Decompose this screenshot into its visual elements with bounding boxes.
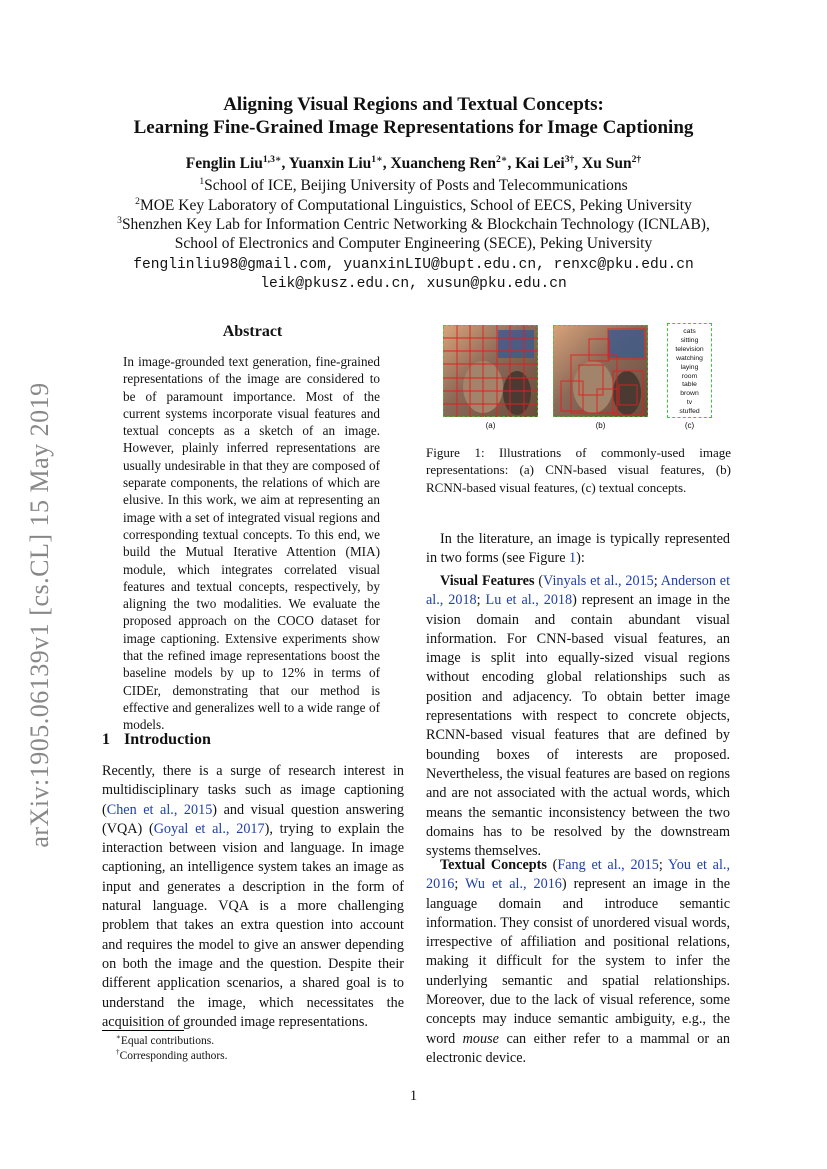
concept-word: laying: [680, 363, 699, 371]
concept-word: tv: [686, 399, 693, 407]
concept-word: watching: [676, 354, 703, 362]
figure-cnn-grid-image: [443, 325, 538, 417]
figure-label-c: (c): [684, 421, 695, 430]
author-name: Kai Lei: [515, 155, 565, 172]
affil-text: Shenzhen Key Lab for Information Centric Networking & Blockchain Technology (ICNLAB),: [121, 216, 710, 233]
footnote-mark: †: [116, 1048, 120, 1057]
section-number: 1: [102, 731, 110, 748]
concept-word: stuffed: [679, 408, 700, 416]
footnote-corresponding: [116, 1048, 228, 1064]
intro-paragraph: [102, 762, 404, 1032]
concept-word: television: [675, 345, 704, 353]
author-mark: ∗: [500, 153, 508, 165]
text-run: ;: [653, 573, 661, 589]
section-title: Introduction: [124, 731, 211, 748]
page-number: 1: [409, 1088, 418, 1104]
paragraph-run-in-heading: Visual Features: [440, 573, 535, 589]
affil-sup: 1: [199, 175, 205, 187]
text-run: ;: [658, 857, 668, 873]
footnote-text: Corresponding authors.: [119, 1050, 228, 1062]
author-mark: †: [569, 153, 575, 165]
author-mark: †: [636, 153, 642, 165]
author-affil-sup: 2: [496, 153, 501, 165]
affil-text: MOE Key Laboratory of Computational Linguistics, School of EECS, Peking University: [139, 197, 692, 214]
author-list: Fenglin Liu$^{1,3∗}$, Yuanxin Liu$^{1∗}$, Xuancheng Ren$^{2∗}$, Kai Lei$^{3\dagger}$, Xu Sun$^{2\dagger}$: [185, 153, 642, 172]
text-run: ) represent an image in the language domain and introduce semantic information. They consist of unordered visual words, irrespective of affiliation and positional relations, making it difficult for the system to infer the underlying semantic and spatial relationships. Moreover, due to the lack of visual reference, some concepts may induce semantic ambiguity, e.g., the word: [426, 876, 731, 1047]
arxiv-side-stamp: [16, 355, 64, 875]
citation-link[interactable]: Vinyals et al., 2015: [543, 573, 654, 589]
concept-word: brown: [680, 390, 699, 398]
author-name: Yuanxin Liu: [288, 155, 372, 172]
textual-concepts-box: [667, 323, 712, 418]
right-paragraph-visual-features: [426, 572, 730, 861]
abstract-body: In image-grounded text generation, fine-grained representations of the image are considered to be of paramount importance. Most of the current systems incorporate visual features and textual concepts as a sketch of an image. However, plainly inferred representations are usually undesirable in that they are composed of separate components, the relations of which are elusive. In this work, we aim at representing an image with a set of integrated visual regions and corresponding textual concepts. To this end, we build the Mutual Iterative Attention (MIA) module, which integrates correlated visual features and textual concepts, respectively, by aligning the two modalities. We evaluate the proposed approach on the COCO dataset for image captioning. Extensive experiments show that the refined image representations boost the baseline models by up to 12% in terms of CIDEr, demonstrating that our method is effective and generalizes well to a wide range of models.: [123, 354, 380, 733]
citation-link[interactable]: Chen et al., 2015: [106, 801, 213, 818]
affiliation-3: [60, 215, 767, 235]
citation-link[interactable]: Lu et al., 2018: [485, 592, 573, 609]
citation-link[interactable]: Anderson et al., 2018: [426, 573, 731, 609]
paragraph-run-in-heading: Textual Concepts: [440, 857, 547, 873]
emphasized-word: mouse: [462, 1030, 499, 1047]
abstract-heading: Abstract: [222, 323, 283, 340]
paper-title: [60, 93, 767, 139]
text-run: can either refer to a mammal or an electronic device.: [426, 1030, 730, 1066]
figure-ref-link[interactable]: 1: [569, 550, 577, 567]
footnote-text: Equal contributions.: [120, 1035, 215, 1047]
footnote-rule: [102, 1030, 184, 1031]
affil-sup: 3: [117, 214, 122, 226]
affiliation-3-cont: School of Electronics and Computer Engineering (SECE), Peking University: [174, 235, 653, 252]
title-line-1: Aligning Visual Regions and Textual Concepts:: [223, 94, 604, 115]
author-name: Fenglin Liu: [185, 155, 263, 172]
author-affil-sup: 3: [564, 153, 570, 165]
text-run: (: [546, 857, 558, 873]
section-heading-introduction: [102, 731, 211, 749]
author-affil-sup: 1,3: [262, 153, 275, 165]
right-paragraph-textual-concepts: [426, 856, 730, 1068]
text-run: ):: [576, 550, 585, 567]
author-emails-2: leik@pkusz.edu.cn, xusun@pku.edu.cn: [260, 276, 567, 292]
concept-word: sitting: [680, 336, 699, 344]
author-mark: ∗: [376, 153, 383, 165]
figure-rcnn-box-image: [553, 325, 648, 417]
text-run: In the literature, an image is typically represented in two forms (see Figure: [426, 531, 730, 567]
arxiv-id-text: arXiv:1905.06139v1 [cs.CL] 15 May 2019: [25, 382, 54, 848]
citation-link[interactable]: Fang et al., 2015: [557, 857, 659, 873]
concept-word: room: [681, 372, 698, 380]
citation-link[interactable]: You et al., 2016: [426, 857, 730, 893]
figure-caption: Figure 1: Illustrations of commonly-used image representations: (a) CNN-based visual features, (b) RCNN-based visual features, (c) textual concepts.: [426, 445, 731, 495]
figure-label-b: (b): [595, 421, 606, 430]
text-run: ) represent an image in the vision domain and contain abundant visual information. For CNN-based visual features, an image is split into equally-sized visual regions without encoding global relationships such as position and adjacency. To obtain better image representations with respect to concrete objects, RCNN-based visual features that are defined by bounding boxes of interests are proposed. Nevertheless, the visual features are based on regions and are not associated with the actual words, which means the semantic inconsistency between the two domains has to be resolved by the downstream systems themselves.: [426, 592, 730, 860]
text-run: ;: [476, 592, 486, 609]
affil-sup: 2: [135, 195, 140, 207]
affiliation-1: [60, 176, 767, 196]
citation-link[interactable]: Wu et al., 2016: [465, 876, 562, 893]
text-run: ;: [454, 876, 466, 893]
text-run: Recently, there is a surge of research interest in multidisciplinary tasks such as image captioning (: [102, 763, 404, 818]
title-line-2: Learning Fine-Grained Image Representations for Image Captioning: [133, 117, 694, 138]
author-name: Xu Sun: [582, 155, 632, 172]
affil-text: School of ICE, Beijing University of Posts and Telecommunications: [204, 177, 628, 194]
footnote-mark: ∗: [116, 1033, 121, 1042]
author-affil-sup: 1: [371, 153, 377, 165]
author-name: Xuancheng Ren: [390, 155, 496, 172]
right-paragraph-intro: [426, 530, 730, 569]
footnote-equal-contribution: [116, 1033, 214, 1049]
figure-label-a: (a): [485, 421, 496, 430]
author-affil-sup: 2: [631, 153, 637, 165]
text-run: ), trying to explain the interaction between vision and language. In image captioning, an intelligence system takes an image as input and generates a description in the form of natural language. VQA is a more challenging problem that takes an extra question into account and requires the model to give an answer depending on both the image and the question. Despite their different application scenarios, a shared goal is to understand the image, which necessitates the acquisition of grounded image representations.: [102, 820, 404, 1030]
author-emails-1: fenglinliu98@gmail.com, yuanxinLIU@bupt.edu.cn, renxc@pku.edu.cn: [133, 257, 694, 273]
affiliation-2: [60, 196, 767, 216]
concept-word: table: [682, 381, 697, 389]
text-run: ) and visual question answering (VQA) (: [102, 801, 404, 837]
citation-link[interactable]: Goyal et al., 2017: [153, 820, 265, 837]
concept-word: cats: [683, 328, 696, 335]
author-mark: ∗: [274, 153, 282, 165]
text-run: (: [534, 573, 544, 589]
